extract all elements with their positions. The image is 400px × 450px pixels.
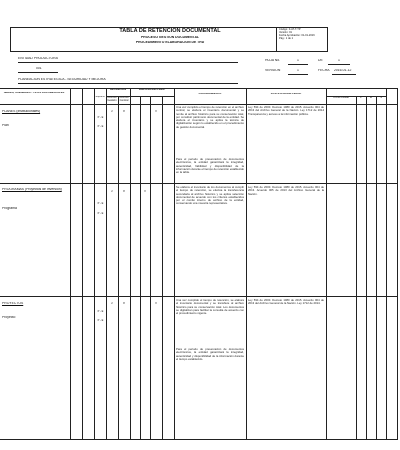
col-header-e: E (370, 97, 372, 99)
meta-row: Fecha Aprobación: 01-01-2016 (279, 34, 315, 37)
soporte-value: P - E (97, 125, 104, 128)
col-header-archivo-central: Archivo Central (119, 97, 129, 102)
col-header-series: SERIES, SUBSERIES - TIPOS DOCUMENTALES (3, 92, 65, 94)
soporte-value: P - E (97, 202, 104, 205)
hoja-underline (288, 64, 308, 65)
procedimiento-text: Para el periodo de preservación de documentos electrónicos, la entidad garantizará la integridad, autenticidad, fiabilidad y disponibilidad de la información durante el tiempo de retención establecido en la tabla. (176, 158, 244, 175)
meta-row: Versión: 01 (279, 31, 292, 34)
col-header-retencion: RETENCIÓN (110, 89, 126, 91)
col-line (356, 96, 357, 440)
archivo-gestion-years: 2 (111, 110, 113, 113)
col-line (130, 88, 131, 440)
series-name: PROYECTOS (2, 302, 24, 305)
col-line (246, 88, 247, 440)
archivo-central-years: 8 (123, 190, 125, 193)
fecha-underline (332, 74, 356, 75)
row-separator (0, 296, 398, 297)
col-line (70, 88, 71, 440)
disposicion-mark: X (155, 302, 157, 305)
office-label: PLANEACIÓN ESTRATÉGICA - SEGURIDAD Y MEJORA (18, 78, 106, 81)
de-value: 1 (338, 59, 340, 62)
meta-label: Fecha Aprobación (279, 34, 300, 37)
col-header-justificacion: JUSTIFICACIÓN LEGAL (270, 93, 302, 95)
archivo-central-years: 8 (123, 110, 125, 113)
col-header-s: S (380, 97, 382, 99)
archivo-central-years: 8 (123, 302, 125, 305)
hoja-label: HOJA No. (265, 59, 281, 62)
col-header-procedimiento: PROCEDIMIENTO (198, 93, 222, 95)
col-header-disposicion: DISPOSICIÓN FINAL (138, 89, 166, 91)
col-line (150, 96, 151, 440)
meta-label: Pág. (279, 37, 285, 40)
tipo-documental: Programa (2, 207, 17, 210)
office-code: 001 (36, 67, 42, 70)
disposicion-mark: X (144, 190, 146, 193)
meta-row: Pág.: 1 de 1 (279, 37, 294, 40)
col-line (376, 96, 377, 440)
disposicion-mark: X (155, 110, 157, 113)
document-subtitle-procedure: PROCEDIMIENTO ELABORACIÓN DE TRD (135, 41, 205, 44)
header-divider (276, 27, 277, 52)
soporte-value: P - E (97, 212, 104, 215)
procedimiento-text: Para el periodo de preservación de documentos electrónicos, la entidad garantizará la integridad, autenticidad y disponibilidad de la información durante el tiempo establecido. (176, 348, 244, 361)
procedimiento-text: Una vez cumplido el tiempo de retención, se elabora el inventario documental y se transfiere al archivo histórico para su conservación total. Los documentos se digitalizan para facilitar la consulta de acuerdo con el procedimiento vigente. (176, 299, 244, 316)
col-line (118, 96, 119, 440)
entity-label: ENTIDAD PRODUCTORA (18, 57, 58, 60)
table-header-line (0, 104, 398, 105)
fecha-label: FECHA (318, 69, 330, 72)
tipo-documental: Proyecto (2, 316, 16, 319)
soporte-value: P - E (97, 310, 104, 313)
col-line (174, 88, 175, 440)
document-title: TABLA DE RETENCIÓN DOCUMENTAL (119, 28, 221, 34)
office-underline (18, 83, 238, 84)
col-header-soporte: Soporte (95, 96, 105, 98)
fecha-value: 2016-01-12 (334, 69, 352, 72)
justificacion-text: Ley 594 de 2000. Decreto 1080 de 2015. Acuerdo 004 de 2013 del Archivo General de la Nación. Ley 1712 de 2014 Transparencia y acceso a la información pública. (248, 106, 324, 116)
office-code-underline (18, 72, 58, 73)
row-separator (0, 183, 398, 184)
archivo-gestion-years: 2 (111, 190, 113, 193)
procedimiento-text: Una vez cumplido el tiempo de retención en el archivo central, se elabora el inventario documental y se remite al archivo histórico para su conservación total, por constituir patrimonio documental de la entidad. Se elabora el inventario y se aplica la técnica de digitalización según lo establecido en el procedimiento de gestión documental. (176, 106, 244, 129)
justificacion-text: Ley 594 de 2000. Decreto 1080 de 2015. Acuerdo 004 de 2013 del Archivo General de la Nación. Ley 1712 de 2014. (248, 299, 324, 306)
col-line (326, 88, 327, 440)
meta-label: Versión (279, 31, 288, 34)
col-line (82, 88, 83, 440)
meta-label: Código (279, 28, 288, 31)
col-line (386, 88, 387, 440)
col-line (140, 96, 141, 440)
col-line (94, 88, 95, 440)
series-name: PROGRAMAS (Proyectos de Inversión) (2, 188, 62, 191)
col-line (162, 96, 163, 440)
meta-value: F-AT-T-TP (288, 28, 301, 31)
meta-value: 01 (289, 31, 292, 34)
col-header-archivo-gestion: Archivo Gestión (107, 97, 117, 102)
version-label: VERSIÓN (265, 69, 281, 72)
col-header-p: P (360, 97, 362, 99)
de-label: DE (318, 59, 323, 62)
hoja-value: 1 (297, 59, 299, 62)
de-underline (328, 64, 350, 65)
series-name: PLANES (Institucionales) (2, 110, 41, 113)
tipo-documental: Plan (2, 124, 9, 127)
col-line (366, 96, 367, 440)
version-underline (288, 74, 308, 75)
meta-value: 01-01-2016 (301, 34, 315, 37)
document-subtitle-process: PROCESO GESTIÓN DOCUMENTAL (141, 36, 199, 39)
procedimiento-text: Se elabora el inventario de los documentos al cumplir el tiempo de retención, se efectúa la transferencia secundaria al archivo histórico y se aplica selección documental de acuerdo con los criterios establecidos por el comité interno de archivo de la entidad, conservando una muestra representativa. (176, 186, 244, 206)
entity-underline (18, 62, 238, 63)
archivo-gestion-years: 2 (111, 302, 113, 305)
meta-row: Código: F-AT-T-TP (279, 28, 301, 31)
col-header-conforme: CONFORME (333, 97, 349, 99)
version-value: 1 (297, 69, 299, 72)
soporte-value: P - E (97, 319, 104, 322)
meta-value: 1 de 1 (285, 37, 294, 40)
soporte-value: P - E (97, 116, 104, 119)
col-line (106, 88, 107, 440)
justificacion-text: Ley 594 de 2000. Decreto 1080 de 2015. Acuerdo 004 de 2013. Acuerdo 005 de 2013 del Archivo General de la Nación. (248, 186, 324, 196)
header-meta (279, 28, 327, 40)
